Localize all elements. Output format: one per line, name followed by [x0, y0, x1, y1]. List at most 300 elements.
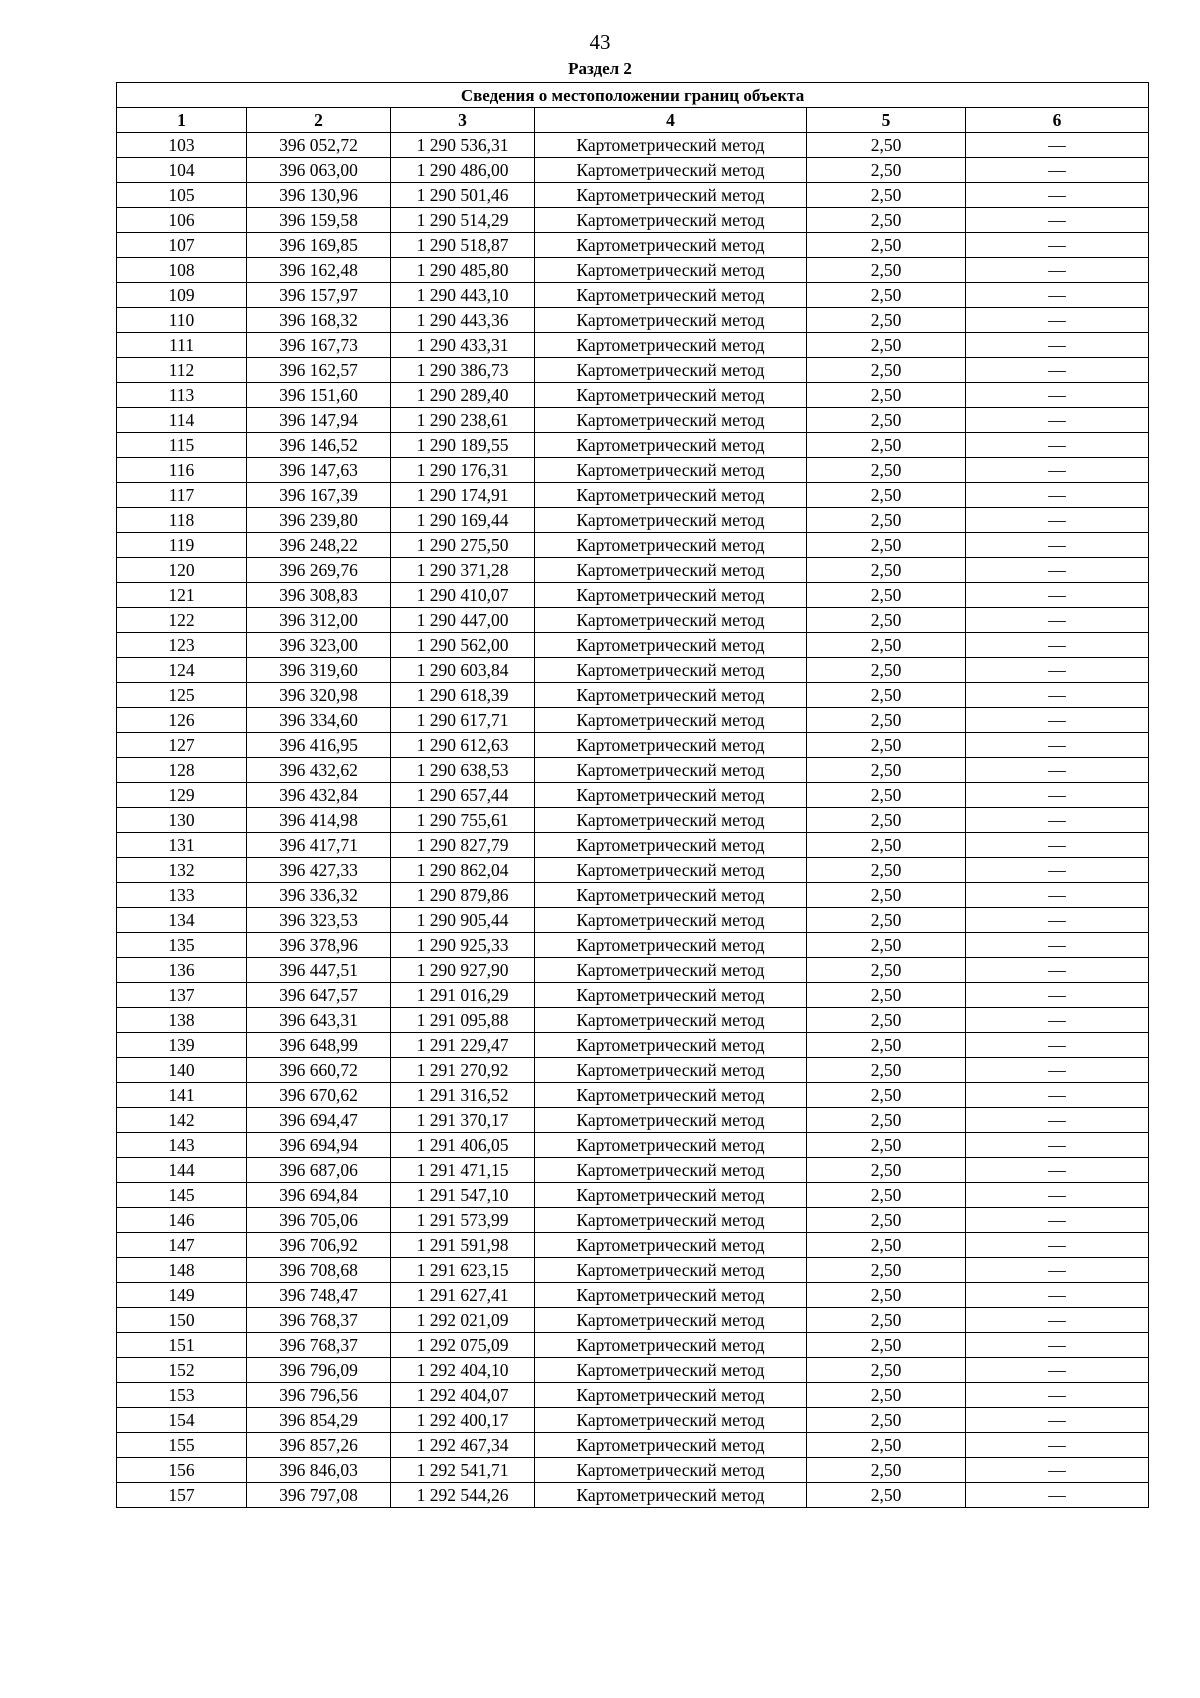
precision-cell: 2,50 [807, 733, 966, 758]
precision-cell: 2,50 [807, 158, 966, 183]
column-header: 1 [117, 108, 247, 133]
method-cell: Картометрический метод [535, 883, 807, 908]
description-cell: — [966, 183, 1149, 208]
precision-cell: 2,50 [807, 208, 966, 233]
precision-cell: 2,50 [807, 483, 966, 508]
precision-cell: 2,50 [807, 1433, 966, 1458]
description-cell: — [966, 1158, 1149, 1183]
y-coordinate-cell: 1 291 547,10 [391, 1183, 535, 1208]
point-number-cell: 152 [117, 1358, 247, 1383]
section-title: Раздел 2 [568, 59, 632, 78]
precision-cell: 2,50 [807, 433, 966, 458]
precision-cell: 2,50 [807, 608, 966, 633]
method-cell: Картометрический метод [535, 633, 807, 658]
point-number-cell: 131 [117, 833, 247, 858]
y-coordinate-cell: 1 290 618,39 [391, 683, 535, 708]
point-number-cell: 116 [117, 458, 247, 483]
y-coordinate-cell: 1 291 016,29 [391, 983, 535, 1008]
precision-cell: 2,50 [807, 833, 966, 858]
table-row [117, 1108, 1149, 1133]
method-cell: Картометрический метод [535, 383, 807, 408]
method-cell: Картометрический метод [535, 683, 807, 708]
table-row [117, 708, 1149, 733]
method-cell: Картометрический метод [535, 1083, 807, 1108]
table-body [117, 133, 1149, 1508]
precision-cell: 2,50 [807, 1458, 966, 1483]
y-coordinate-cell: 1 290 174,91 [391, 483, 535, 508]
method-cell: Картометрический метод [535, 1133, 807, 1158]
precision-cell: 2,50 [807, 1108, 966, 1133]
point-number-cell: 126 [117, 708, 247, 733]
point-number-cell: 109 [117, 283, 247, 308]
x-coordinate-cell: 396 378,96 [247, 933, 391, 958]
y-coordinate-cell: 1 290 447,00 [391, 608, 535, 633]
table-row [117, 1183, 1149, 1208]
point-number-cell: 144 [117, 1158, 247, 1183]
description-cell: — [966, 833, 1149, 858]
method-cell: Картометрический метод [535, 1058, 807, 1083]
description-cell: — [966, 933, 1149, 958]
precision-cell: 2,50 [807, 783, 966, 808]
y-coordinate-cell: 1 290 827,79 [391, 833, 535, 858]
precision-cell: 2,50 [807, 458, 966, 483]
precision-cell: 2,50 [807, 983, 966, 1008]
x-coordinate-cell: 396 694,84 [247, 1183, 391, 1208]
table-row [117, 1158, 1149, 1183]
table-row [117, 633, 1149, 658]
point-number-cell: 127 [117, 733, 247, 758]
precision-cell: 2,50 [807, 508, 966, 533]
y-coordinate-cell: 1 290 536,31 [391, 133, 535, 158]
table-row [117, 733, 1149, 758]
method-cell: Картометрический метод [535, 708, 807, 733]
point-number-cell: 146 [117, 1208, 247, 1233]
description-cell: — [966, 783, 1149, 808]
method-cell: Картометрический метод [535, 783, 807, 808]
description-cell: — [966, 1283, 1149, 1308]
description-cell: — [966, 758, 1149, 783]
description-cell: — [966, 983, 1149, 1008]
x-coordinate-cell: 396 130,96 [247, 183, 391, 208]
method-cell: Картометрический метод [535, 1408, 807, 1433]
point-number-cell: 104 [117, 158, 247, 183]
table-row [117, 208, 1149, 233]
y-coordinate-cell: 1 291 623,15 [391, 1258, 535, 1283]
x-coordinate-cell: 396 694,94 [247, 1133, 391, 1158]
x-coordinate-cell: 396 796,56 [247, 1383, 391, 1408]
point-number-cell: 142 [117, 1108, 247, 1133]
description-cell: — [966, 1458, 1149, 1483]
method-cell: Картометрический метод [535, 283, 807, 308]
description-cell: — [966, 133, 1149, 158]
x-coordinate-cell: 396 167,73 [247, 333, 391, 358]
table-row [117, 1433, 1149, 1458]
description-cell: — [966, 433, 1149, 458]
y-coordinate-cell: 1 290 433,31 [391, 333, 535, 358]
method-cell: Картометрический метод [535, 1158, 807, 1183]
method-cell: Картометрический метод [535, 1458, 807, 1483]
y-coordinate-cell: 1 290 925,33 [391, 933, 535, 958]
precision-cell: 2,50 [807, 1233, 966, 1258]
table-row [117, 1308, 1149, 1333]
description-cell: — [966, 1058, 1149, 1083]
description-cell: — [966, 1258, 1149, 1283]
table-row [117, 433, 1149, 458]
method-cell: Картометрический метод [535, 133, 807, 158]
description-cell: — [966, 383, 1149, 408]
y-coordinate-cell: 1 292 075,09 [391, 1333, 535, 1358]
method-cell: Картометрический метод [535, 1183, 807, 1208]
x-coordinate-cell: 396 147,94 [247, 408, 391, 433]
precision-cell: 2,50 [807, 1308, 966, 1333]
method-cell: Картометрический метод [535, 483, 807, 508]
table-row [117, 958, 1149, 983]
point-number-cell: 141 [117, 1083, 247, 1108]
description-cell: — [966, 558, 1149, 583]
method-cell: Картометрический метод [535, 733, 807, 758]
table-row [117, 933, 1149, 958]
description-cell: — [966, 283, 1149, 308]
table-row [117, 1008, 1149, 1033]
description-cell: — [966, 1408, 1149, 1433]
precision-cell: 2,50 [807, 858, 966, 883]
point-number-cell: 135 [117, 933, 247, 958]
point-number-cell: 106 [117, 208, 247, 233]
table-row [117, 483, 1149, 508]
method-cell: Картометрический метод [535, 1483, 807, 1508]
precision-cell: 2,50 [807, 1058, 966, 1083]
point-number-cell: 123 [117, 633, 247, 658]
precision-cell: 2,50 [807, 708, 966, 733]
method-cell: Картометрический метод [535, 1308, 807, 1333]
table-row [117, 608, 1149, 633]
precision-cell: 2,50 [807, 408, 966, 433]
table-row [117, 1083, 1149, 1108]
x-coordinate-cell: 396 239,80 [247, 508, 391, 533]
precision-cell: 2,50 [807, 333, 966, 358]
description-cell: — [966, 1108, 1149, 1133]
point-number-cell: 111 [117, 333, 247, 358]
method-cell: Картометрический метод [535, 833, 807, 858]
table-row [117, 1483, 1149, 1508]
y-coordinate-cell: 1 291 573,99 [391, 1208, 535, 1233]
x-coordinate-cell: 396 168,32 [247, 308, 391, 333]
y-coordinate-cell: 1 290 562,00 [391, 633, 535, 658]
x-coordinate-cell: 396 705,06 [247, 1208, 391, 1233]
method-cell: Картометрический метод [535, 558, 807, 583]
y-coordinate-cell: 1 290 176,31 [391, 458, 535, 483]
description-cell: — [966, 258, 1149, 283]
point-number-cell: 122 [117, 608, 247, 633]
table-row [117, 1208, 1149, 1233]
y-coordinate-cell: 1 291 406,05 [391, 1133, 535, 1158]
y-coordinate-cell: 1 292 541,71 [391, 1458, 535, 1483]
description-cell: — [966, 1383, 1149, 1408]
x-coordinate-cell: 396 687,06 [247, 1158, 391, 1183]
precision-cell: 2,50 [807, 1208, 966, 1233]
y-coordinate-cell: 1 292 467,34 [391, 1433, 535, 1458]
table-row [117, 808, 1149, 833]
x-coordinate-cell: 396 159,58 [247, 208, 391, 233]
y-coordinate-cell: 1 291 370,17 [391, 1108, 535, 1133]
table-row [117, 333, 1149, 358]
point-number-cell: 129 [117, 783, 247, 808]
x-coordinate-cell: 396 846,03 [247, 1458, 391, 1483]
precision-cell: 2,50 [807, 258, 966, 283]
precision-cell: 2,50 [807, 1333, 966, 1358]
y-coordinate-cell: 1 292 404,07 [391, 1383, 535, 1408]
point-number-cell: 105 [117, 183, 247, 208]
description-cell: — [966, 1033, 1149, 1058]
method-cell: Картометрический метод [535, 308, 807, 333]
method-cell: Картометрический метод [535, 583, 807, 608]
table-row [117, 883, 1149, 908]
description-cell: — [966, 508, 1149, 533]
x-coordinate-cell: 396 063,00 [247, 158, 391, 183]
table-row [117, 1133, 1149, 1158]
method-cell: Картометрический метод [535, 608, 807, 633]
column-header: 6 [966, 108, 1149, 133]
description-cell: — [966, 1358, 1149, 1383]
y-coordinate-cell: 1 290 169,44 [391, 508, 535, 533]
method-cell: Картометрический метод [535, 258, 807, 283]
description-cell: — [966, 683, 1149, 708]
precision-cell: 2,50 [807, 883, 966, 908]
table-row [117, 983, 1149, 1008]
description-cell: — [966, 358, 1149, 383]
point-number-cell: 154 [117, 1408, 247, 1433]
table-row [117, 658, 1149, 683]
method-cell: Картометрический метод [535, 933, 807, 958]
table-row [117, 1258, 1149, 1283]
table-header-row [117, 108, 1149, 133]
description-cell: — [966, 1433, 1149, 1458]
description-cell: — [966, 1333, 1149, 1358]
precision-cell: 2,50 [807, 133, 966, 158]
description-cell: — [966, 408, 1149, 433]
x-coordinate-cell: 396 648,99 [247, 1033, 391, 1058]
method-cell: Картометрический метод [535, 983, 807, 1008]
table-row [117, 1058, 1149, 1083]
description-cell: — [966, 808, 1149, 833]
point-number-cell: 139 [117, 1033, 247, 1058]
y-coordinate-cell: 1 290 371,28 [391, 558, 535, 583]
precision-cell: 2,50 [807, 358, 966, 383]
x-coordinate-cell: 396 336,32 [247, 883, 391, 908]
point-number-cell: 128 [117, 758, 247, 783]
column-header: 2 [247, 108, 391, 133]
method-cell: Картометрический метод [535, 1358, 807, 1383]
method-cell: Картометрический метод [535, 958, 807, 983]
precision-cell: 2,50 [807, 1408, 966, 1433]
table-caption: Сведения о местоположении границ объекта [117, 83, 1149, 108]
table-row [117, 283, 1149, 308]
y-coordinate-cell: 1 290 612,63 [391, 733, 535, 758]
x-coordinate-cell: 396 312,00 [247, 608, 391, 633]
description-cell: — [966, 733, 1149, 758]
x-coordinate-cell: 396 447,51 [247, 958, 391, 983]
point-number-cell: 117 [117, 483, 247, 508]
x-coordinate-cell: 396 670,62 [247, 1083, 391, 1108]
precision-cell: 2,50 [807, 808, 966, 833]
point-number-cell: 130 [117, 808, 247, 833]
point-number-cell: 107 [117, 233, 247, 258]
point-number-cell: 110 [117, 308, 247, 333]
point-number-cell: 115 [117, 433, 247, 458]
precision-cell: 2,50 [807, 308, 966, 333]
y-coordinate-cell: 1 291 316,52 [391, 1083, 535, 1108]
method-cell: Картометрический метод [535, 1258, 807, 1283]
method-cell: Картометрический метод [535, 808, 807, 833]
x-coordinate-cell: 396 157,97 [247, 283, 391, 308]
x-coordinate-cell: 396 319,60 [247, 658, 391, 683]
x-coordinate-cell: 396 797,08 [247, 1483, 391, 1508]
x-coordinate-cell: 396 414,98 [247, 808, 391, 833]
point-number-cell: 143 [117, 1133, 247, 1158]
y-coordinate-cell: 1 290 501,46 [391, 183, 535, 208]
method-cell: Картометрический метод [535, 433, 807, 458]
description-cell: — [966, 1008, 1149, 1033]
y-coordinate-cell: 1 291 229,47 [391, 1033, 535, 1058]
table-row [117, 908, 1149, 933]
point-number-cell: 103 [117, 133, 247, 158]
description-cell: — [966, 1183, 1149, 1208]
table-row [117, 1233, 1149, 1258]
table-row [117, 508, 1149, 533]
y-coordinate-cell: 1 290 275,50 [391, 533, 535, 558]
x-coordinate-cell: 396 432,84 [247, 783, 391, 808]
x-coordinate-cell: 396 323,53 [247, 908, 391, 933]
precision-cell: 2,50 [807, 1283, 966, 1308]
table-row [117, 133, 1149, 158]
y-coordinate-cell: 1 290 410,07 [391, 583, 535, 608]
y-coordinate-cell: 1 292 404,10 [391, 1358, 535, 1383]
precision-cell: 2,50 [807, 383, 966, 408]
description-cell: — [966, 858, 1149, 883]
method-cell: Картометрический метод [535, 658, 807, 683]
description-cell: — [966, 708, 1149, 733]
x-coordinate-cell: 396 706,92 [247, 1233, 391, 1258]
y-coordinate-cell: 1 290 514,29 [391, 208, 535, 233]
point-number-cell: 133 [117, 883, 247, 908]
description-cell: — [966, 883, 1149, 908]
method-cell: Картометрический метод [535, 183, 807, 208]
point-number-cell: 137 [117, 983, 247, 1008]
boundary-coordinates-table [116, 82, 1149, 1508]
y-coordinate-cell: 1 290 862,04 [391, 858, 535, 883]
table-row [117, 758, 1149, 783]
description-cell: — [966, 908, 1149, 933]
precision-cell: 2,50 [807, 283, 966, 308]
y-coordinate-cell: 1 290 289,40 [391, 383, 535, 408]
method-cell: Картометрический метод [535, 758, 807, 783]
column-header: 4 [535, 108, 807, 133]
table-row [117, 783, 1149, 808]
precision-cell: 2,50 [807, 1483, 966, 1508]
table-row [117, 183, 1149, 208]
x-coordinate-cell: 396 162,57 [247, 358, 391, 383]
table-row [117, 1408, 1149, 1433]
point-number-cell: 149 [117, 1283, 247, 1308]
x-coordinate-cell: 396 768,37 [247, 1308, 391, 1333]
y-coordinate-cell: 1 290 905,44 [391, 908, 535, 933]
y-coordinate-cell: 1 290 638,53 [391, 758, 535, 783]
table-row [117, 358, 1149, 383]
method-cell: Картометрический метод [535, 908, 807, 933]
table-row [117, 1333, 1149, 1358]
y-coordinate-cell: 1 290 518,87 [391, 233, 535, 258]
precision-cell: 2,50 [807, 1358, 966, 1383]
point-number-cell: 120 [117, 558, 247, 583]
precision-cell: 2,50 [807, 933, 966, 958]
table-row [117, 158, 1149, 183]
y-coordinate-cell: 1 290 443,36 [391, 308, 535, 333]
description-cell: — [966, 483, 1149, 508]
table-row [117, 458, 1149, 483]
method-cell: Картометрический метод [535, 1333, 807, 1358]
description-cell: — [966, 158, 1149, 183]
table-row [117, 1033, 1149, 1058]
y-coordinate-cell: 1 290 238,61 [391, 408, 535, 433]
method-cell: Картометрический метод [535, 533, 807, 558]
point-number-cell: 124 [117, 658, 247, 683]
description-cell: — [966, 633, 1149, 658]
table-row [117, 1358, 1149, 1383]
x-coordinate-cell: 396 643,31 [247, 1008, 391, 1033]
table-row [117, 1283, 1149, 1308]
y-coordinate-cell: 1 292 021,09 [391, 1308, 535, 1333]
table-row [117, 858, 1149, 883]
page-number: 43 [589, 30, 611, 54]
method-cell: Картометрический метод [535, 1033, 807, 1058]
precision-cell: 2,50 [807, 958, 966, 983]
table-row [117, 408, 1149, 433]
x-coordinate-cell: 396 854,29 [247, 1408, 391, 1433]
point-number-cell: 151 [117, 1333, 247, 1358]
method-cell: Картометрический метод [535, 1108, 807, 1133]
description-cell: — [966, 533, 1149, 558]
x-coordinate-cell: 396 748,47 [247, 1283, 391, 1308]
x-coordinate-cell: 396 708,68 [247, 1258, 391, 1283]
description-cell: — [966, 208, 1149, 233]
table-row [117, 258, 1149, 283]
point-number-cell: 147 [117, 1233, 247, 1258]
precision-cell: 2,50 [807, 533, 966, 558]
point-number-cell: 108 [117, 258, 247, 283]
point-number-cell: 134 [117, 908, 247, 933]
y-coordinate-cell: 1 290 486,00 [391, 158, 535, 183]
point-number-cell: 112 [117, 358, 247, 383]
point-number-cell: 153 [117, 1383, 247, 1408]
y-coordinate-cell: 1 290 386,73 [391, 358, 535, 383]
method-cell: Картометрический метод [535, 1433, 807, 1458]
description-cell: — [966, 1083, 1149, 1108]
y-coordinate-cell: 1 290 603,84 [391, 658, 535, 683]
method-cell: Картометрический метод [535, 1383, 807, 1408]
point-number-cell: 119 [117, 533, 247, 558]
method-cell: Картометрический метод [535, 1233, 807, 1258]
y-coordinate-cell: 1 291 095,88 [391, 1008, 535, 1033]
precision-cell: 2,50 [807, 1383, 966, 1408]
y-coordinate-cell: 1 292 400,17 [391, 1408, 535, 1433]
precision-cell: 2,50 [807, 1258, 966, 1283]
point-number-cell: 156 [117, 1458, 247, 1483]
y-coordinate-cell: 1 291 627,41 [391, 1283, 535, 1308]
precision-cell: 2,50 [807, 758, 966, 783]
x-coordinate-cell: 396 416,95 [247, 733, 391, 758]
precision-cell: 2,50 [807, 658, 966, 683]
description-cell: — [966, 1483, 1149, 1508]
